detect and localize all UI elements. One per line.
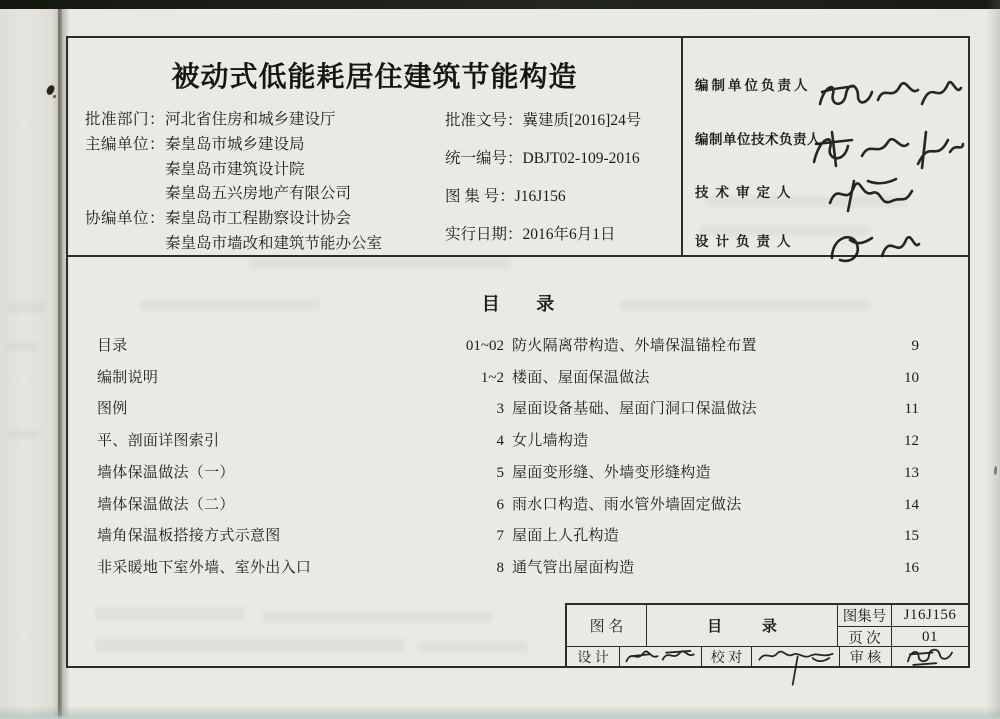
signatories-panel — [683, 38, 968, 255]
toc-entry: 女儿墙构造 ..... 12 — [512, 426, 919, 458]
toc-entry: 墙体保温做法（二） ..... 6 — [97, 490, 504, 522]
toc-entry: 平、剖面详图索引 ..... 4 — [97, 426, 504, 458]
handwritten-signature-icon — [901, 645, 959, 669]
dot-leader — [220, 430, 495, 445]
dot-leader — [712, 462, 903, 477]
dot-leader — [159, 367, 480, 382]
page-no: 01 — [922, 629, 938, 645]
info-row: 主编单位：秦皇岛市城乡建设局 — [85, 135, 305, 153]
page-bottom-crease — [0, 706, 1000, 719]
book-left-page-edge — [0, 0, 62, 719]
signatory-row: 设计负责人 — [695, 220, 964, 260]
info-row: 图 集 号：J16J156 — [445, 188, 566, 205]
info-row: 秦皇岛市建筑设计院 — [165, 160, 305, 178]
page-no-label: 页 次 — [838, 627, 892, 648]
toc-entry: 屋面变形缝、外墙变形缝构造 ..... 13 — [512, 458, 919, 490]
dot-leader — [129, 335, 465, 350]
handwritten-signature-icon — [754, 648, 838, 688]
dot-leader — [236, 462, 496, 477]
dot-leader — [743, 494, 903, 509]
checker-signature — [752, 647, 840, 666]
toc-entry: 雨水口构造、雨水管外墙固定做法 ..... 14 — [512, 490, 919, 522]
info-row: 协编单位：秦皇岛市工程勘察设计协会 — [85, 210, 352, 228]
dot-leader — [635, 557, 903, 572]
info-row: 实行日期：2016年6月1日 — [445, 226, 616, 243]
handwritten-signature-icon — [824, 224, 920, 268]
toc-column-left — [97, 331, 504, 585]
drawing-sheet-frame — [66, 36, 970, 668]
toc-entry: 屋面上人孔构造 ..... 15 — [512, 521, 919, 553]
toc-entry: 编制说明 ..... 1~2 — [97, 363, 504, 395]
checker-label: 校 对 — [702, 647, 752, 666]
reviewer-signature — [892, 647, 968, 666]
page-right-shade — [986, 0, 1000, 719]
page-title: 被动式低能耗居住建筑节能构造 — [171, 61, 578, 92]
dot-leader — [129, 398, 496, 413]
info-row: 秦皇岛五兴房地产有限公司 — [165, 185, 352, 203]
handwritten-signature-icon — [623, 645, 699, 669]
drawing-name: 目 录 — [647, 605, 838, 646]
toc-entry: 屋面设备基础、屋面门洞口保温做法 ..... 11 — [512, 394, 919, 426]
toc-entry: 目录 ..... 01~02 — [97, 331, 504, 363]
header-main — [68, 38, 683, 255]
bleed-through-text — [8, 302, 44, 312]
toc-column-right — [512, 331, 919, 585]
drawing-name-label: 图 名 — [567, 605, 647, 646]
atlas-no-label: 图集号 — [838, 605, 892, 626]
toc-entry: 防火隔离带构造、外墙保温锚栓布置 ..... 9 — [512, 331, 919, 363]
toc-entry: 图例 ..... 3 — [97, 394, 504, 426]
dot-leader — [590, 430, 903, 445]
handwritten-signature-icon — [814, 70, 964, 124]
toc-entry: 楼面、屋面保温做法 ..... 10 — [512, 363, 919, 395]
dot-leader — [758, 335, 911, 350]
handwritten-signature-icon — [804, 120, 964, 175]
handwritten-signature-icon — [824, 171, 916, 217]
dot-leader — [758, 398, 904, 413]
toc-entry: 非采暖地下室外墙、室外出入口 ..... 8 — [97, 553, 504, 585]
bleed-through-text — [10, 430, 38, 439]
designer-signature — [620, 647, 702, 666]
toc-entry: 通气管出屋面构造 ..... 16 — [512, 553, 919, 585]
sheet-header — [68, 38, 968, 257]
approval-info — [85, 108, 382, 257]
scanner-edge-band — [0, 0, 1000, 9]
info-row: 统一编号：DBJT02-109-2016 — [445, 150, 640, 167]
toc-entry: 墙体保温做法（一） ..... 5 — [97, 458, 504, 490]
dot-leader — [282, 525, 496, 540]
atlas-no: J16J156 — [903, 607, 957, 623]
toc-entry: 墙角保温板搭接方式示意图 ..... 7 — [97, 521, 504, 553]
info-row: 批准文号：冀建质[2016]24号 — [445, 112, 642, 129]
reviewer-label: 审 核 — [840, 647, 892, 666]
title-block — [565, 603, 970, 668]
info-row: 批准部门：河北省住房和城乡建设厅 — [85, 111, 336, 128]
bleed-through-text — [6, 342, 36, 351]
info-row: 秦皇岛市墙改和建筑节能办公室 — [165, 234, 383, 252]
toc-heading: 目 录 — [481, 294, 571, 314]
document-numbers — [445, 108, 641, 247]
dot-leader — [236, 494, 496, 509]
dot-leader — [620, 525, 903, 540]
designer-label: 设 计 — [567, 647, 620, 666]
dot-leader — [651, 367, 903, 382]
signatory-row: 编制单位负责人 — [695, 64, 964, 104]
signatory-row: 编制单位技术负责人 — [695, 118, 964, 158]
signatory-row: 技术审定人 — [695, 171, 964, 211]
dot-leader — [312, 557, 495, 572]
